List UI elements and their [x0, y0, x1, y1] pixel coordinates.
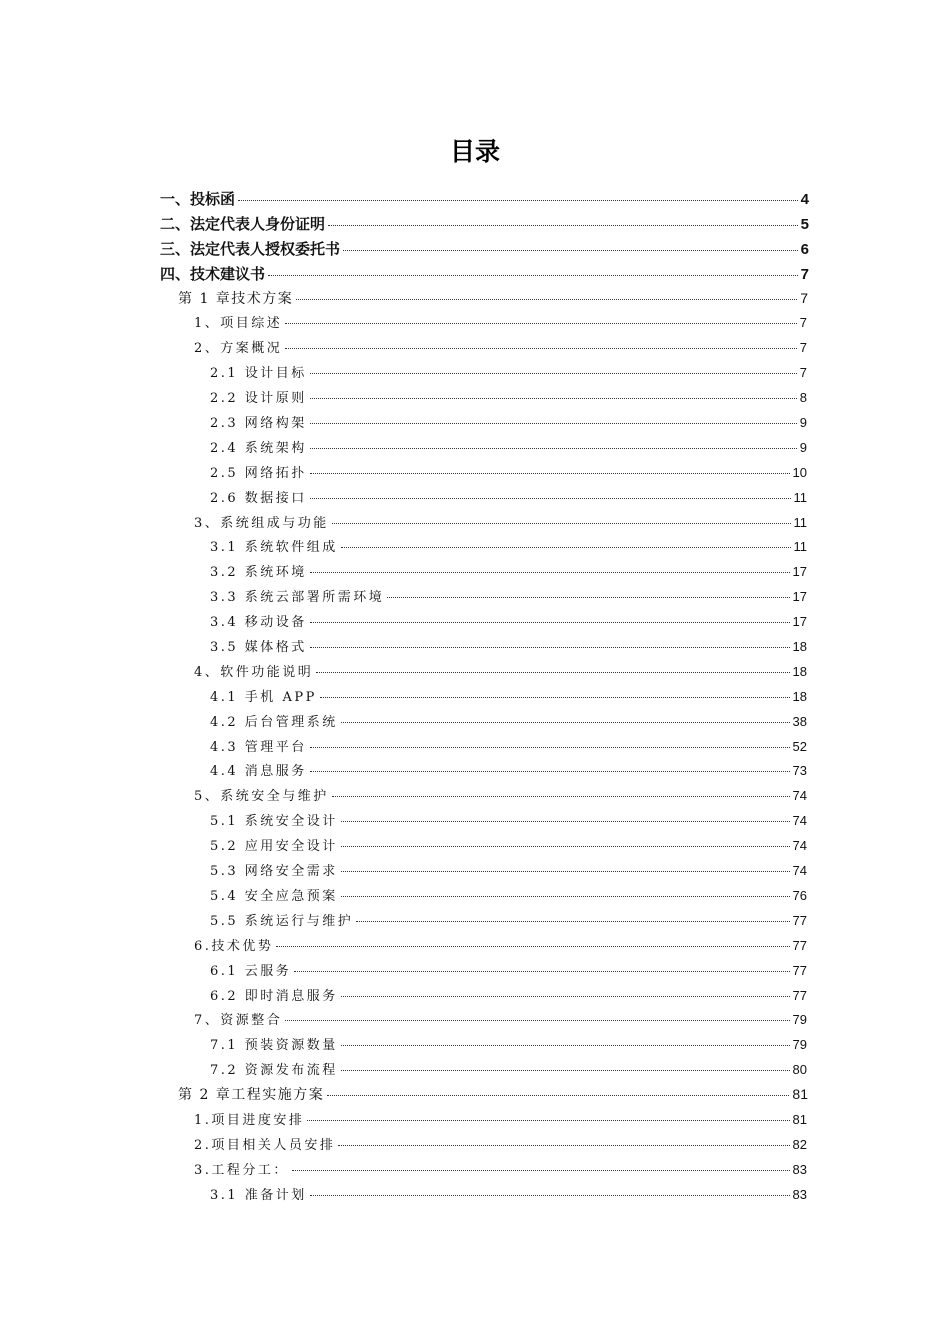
toc-entry[interactable] — [0, 1084, 950, 1109]
dot-leader — [268, 275, 798, 276]
toc-entry-page-number: 83 — [792, 1186, 807, 1202]
toc-entry-page-number: 7 — [800, 265, 809, 283]
toc-entry-label: 4.3 管理平台 — [210, 739, 307, 755]
dot-leader — [310, 423, 797, 424]
toc-entry-label: 3.1 准备计划 — [210, 1187, 307, 1203]
toc-entry[interactable] — [0, 785, 950, 810]
toc-entry-page-number: 17 — [792, 589, 807, 605]
toc-entry-page-number: 38 — [792, 713, 807, 729]
toc-entry-page-number: 83 — [792, 1161, 807, 1177]
toc-entry-label: 3.4 移动设备 — [210, 615, 307, 631]
toc-entry-label: 一、投标函 — [160, 190, 236, 208]
dot-leader — [310, 771, 790, 772]
toc-entry[interactable] — [0, 213, 950, 238]
toc-entry[interactable] — [0, 1059, 950, 1084]
toc-entry[interactable] — [0, 711, 950, 736]
toc-entry[interactable] — [0, 536, 950, 561]
toc-entry-label: 3.1 系统软件组成 — [210, 540, 338, 556]
toc-entry-label: 7.2 资源发布流程 — [210, 1063, 338, 1079]
toc-entry[interactable] — [0, 736, 950, 761]
toc-entry[interactable] — [0, 1159, 950, 1184]
toc-entry-label: 1.项目进度安排 — [194, 1112, 305, 1128]
toc-entry-page-number: 81 — [792, 1111, 807, 1127]
toc-entry[interactable] — [0, 960, 950, 985]
toc-entry-page-number: 76 — [792, 887, 807, 903]
toc-entry-page-number: 77 — [792, 937, 807, 953]
dot-leader — [316, 672, 789, 673]
toc-entry-page-number: 79 — [792, 1012, 807, 1028]
toc-entry-label: 1、项目综述 — [194, 316, 283, 332]
toc-entry-page-number: 81 — [792, 1086, 808, 1103]
dot-leader — [341, 1045, 790, 1046]
toc-entry-label: 四、技术建议书 — [160, 264, 266, 283]
dot-leader — [310, 498, 791, 499]
toc-entry-label: 4.2 后台管理系统 — [210, 714, 338, 730]
toc-entry-label: 5、系统安全与维护 — [194, 789, 329, 805]
dot-leader — [310, 398, 797, 399]
dot-leader — [310, 622, 790, 623]
toc-entry-page-number: 17 — [792, 564, 807, 580]
dot-leader — [341, 821, 790, 822]
toc-entry[interactable] — [0, 561, 950, 586]
toc-entry-page-number: 74 — [792, 788, 807, 804]
toc-entry-page-number: 8 — [799, 390, 807, 406]
dot-leader — [327, 1095, 789, 1096]
toc-entry-label: 3.3 系统云部署所需环境 — [210, 590, 385, 606]
dot-leader — [276, 946, 789, 947]
toc-entry-page-number: 77 — [792, 912, 807, 928]
dot-leader — [341, 722, 790, 723]
dot-leader — [356, 921, 789, 922]
toc-entry-page-number: 73 — [792, 763, 807, 779]
toc-entry[interactable] — [0, 1109, 950, 1134]
toc-entry[interactable] — [0, 412, 950, 437]
toc-entry-label: 5.4 安全应急预案 — [210, 888, 338, 904]
toc-entry[interactable] — [0, 686, 950, 711]
dot-leader — [310, 448, 797, 449]
toc-entry-label: 3.工程分工： — [194, 1162, 289, 1178]
toc-entry-page-number: 77 — [792, 962, 807, 978]
toc-entry-label: 6.1 云服务 — [210, 963, 292, 979]
toc-entry-page-number: 18 — [792, 688, 807, 704]
dot-leader — [294, 971, 789, 972]
toc-entry[interactable] — [0, 362, 950, 387]
toc-entry-label: 6.技术优势 — [194, 938, 274, 954]
toc-entry[interactable] — [0, 810, 950, 835]
toc-entry[interactable] — [0, 885, 950, 910]
toc-entry[interactable] — [0, 288, 950, 313]
toc-entry-page-number: 18 — [792, 663, 807, 679]
toc-entry-page-number: 4 — [800, 191, 809, 208]
dot-leader — [307, 1120, 789, 1121]
dot-leader — [285, 323, 796, 324]
toc-entry[interactable] — [0, 1184, 950, 1209]
toc-entry-label: 4.4 消息服务 — [210, 764, 307, 780]
toc-entry-page-number: 74 — [792, 813, 807, 829]
dot-leader — [341, 846, 790, 847]
dot-leader — [310, 1195, 790, 1196]
dot-leader — [238, 200, 798, 201]
dot-leader — [320, 697, 790, 698]
toc-entry-page-number: 6 — [800, 240, 809, 258]
toc-entry-label: 3、系统组成与功能 — [194, 515, 329, 531]
toc-entry-label: 2.4 系统架构 — [210, 440, 307, 456]
toc-entry-page-number: 7 — [800, 289, 808, 306]
toc-entry-page-number: 80 — [792, 1062, 807, 1078]
toc-entry-label: 5.3 网络安全需求 — [210, 864, 338, 880]
dot-leader — [285, 348, 796, 349]
toc-entry[interactable] — [0, 636, 950, 661]
toc-entry-label: 2.项目相关人员安排 — [194, 1137, 336, 1153]
toc-entry-label: 第 2 章工程实施方案 — [178, 1087, 325, 1104]
toc-entry[interactable] — [0, 512, 950, 537]
toc-entry-page-number: 11 — [793, 539, 807, 555]
toc-entry-page-number: 17 — [792, 614, 807, 630]
toc-title: 目录 — [449, 137, 500, 166]
toc-entry-label: 5.5 系统运行与维护 — [210, 913, 354, 929]
dot-leader — [341, 871, 790, 872]
toc-entry[interactable] — [0, 263, 950, 288]
toc-entry[interactable] — [0, 312, 950, 337]
toc-entry[interactable] — [0, 188, 950, 213]
dot-leader — [328, 225, 798, 226]
toc-entry-page-number: 7 — [799, 365, 807, 381]
toc-entry[interactable] — [0, 611, 950, 636]
toc-entry-label: 7、资源整合 — [194, 1013, 283, 1029]
toc-entry[interactable] — [0, 387, 950, 412]
toc-entry-page-number: 79 — [792, 1037, 807, 1053]
toc-entry-label: 7.1 预装资源数量 — [210, 1038, 338, 1054]
toc-entry[interactable] — [0, 910, 950, 935]
toc-entry-page-number: 52 — [792, 738, 807, 754]
dot-leader — [296, 299, 797, 300]
toc-entry[interactable] — [0, 238, 950, 263]
dot-leader — [285, 1020, 789, 1021]
toc-entry-label: 2.5 网络拓扑 — [210, 465, 307, 481]
toc-entry-label: 5.1 系统安全设计 — [210, 814, 338, 830]
toc-entry[interactable] — [0, 462, 950, 487]
dot-leader — [332, 796, 790, 797]
toc-entry[interactable] — [0, 437, 950, 462]
toc-entry[interactable] — [0, 835, 950, 860]
toc-entry-page-number: 77 — [792, 987, 807, 1003]
table-of-contents — [0, 188, 950, 1209]
toc-entry-page-number: 7 — [799, 340, 807, 356]
toc-entry-label: 二、法定代表人身份证明 — [160, 214, 326, 233]
dot-leader — [310, 747, 790, 748]
toc-entry-label: 2.6 数据接口 — [210, 490, 307, 506]
toc-entry-label: 2.1 设计目标 — [210, 366, 307, 382]
toc-entry-page-number: 9 — [799, 439, 807, 455]
toc-entry-page-number: 74 — [792, 863, 807, 879]
toc-entry[interactable] — [0, 860, 950, 885]
toc-entry-label: 2、方案概况 — [194, 341, 283, 357]
dot-leader — [292, 1170, 790, 1171]
toc-entry-label: 5.2 应用安全设计 — [210, 839, 338, 855]
toc-entry[interactable] — [0, 1009, 950, 1034]
dot-leader — [332, 523, 791, 524]
toc-entry-page-number: 82 — [792, 1136, 807, 1152]
toc-entry[interactable] — [0, 1134, 950, 1159]
toc-entry[interactable] — [0, 985, 950, 1010]
toc-entry-page-number: 74 — [792, 838, 807, 854]
toc-entry-page-number: 5 — [800, 215, 809, 233]
dot-leader — [341, 547, 791, 548]
toc-entry-label: 3.2 系统环境 — [210, 565, 307, 581]
toc-entry-page-number: 11 — [793, 489, 807, 505]
toc-entry[interactable] — [0, 1034, 950, 1059]
toc-entry[interactable] — [0, 661, 950, 686]
dot-leader — [343, 250, 798, 251]
toc-entry-label: 2.2 设计原则 — [210, 391, 307, 407]
toc-entry-label: 第 1 章技术方案 — [178, 290, 294, 307]
toc-entry-label: 6.2 即时消息服务 — [210, 988, 338, 1004]
toc-entry[interactable] — [0, 586, 950, 611]
toc-entry-page-number: 10 — [792, 464, 807, 480]
toc-entry-page-number: 9 — [799, 415, 807, 431]
dot-leader — [310, 572, 790, 573]
dot-leader — [338, 1145, 789, 1146]
toc-entry[interactable] — [0, 487, 950, 512]
dot-leader — [341, 896, 790, 897]
toc-entry-label: 三、法定代表人授权委托书 — [160, 239, 341, 258]
dot-leader — [341, 996, 790, 997]
dot-leader — [387, 597, 789, 598]
dot-leader — [341, 1070, 790, 1071]
dot-leader — [310, 473, 790, 474]
dot-leader — [310, 373, 797, 374]
toc-entry-label: 3.5 媒体格式 — [210, 640, 307, 656]
toc-entry-page-number: 18 — [792, 639, 807, 655]
toc-entry[interactable] — [0, 337, 950, 362]
toc-entry-label: 4、软件功能说明 — [194, 664, 314, 680]
dot-leader — [310, 647, 790, 648]
toc-entry-label: 4.1 手机 APP — [210, 689, 317, 705]
toc-entry[interactable] — [0, 935, 950, 960]
toc-entry-page-number: 7 — [799, 315, 807, 331]
toc-entry-label: 2.3 网络构架 — [210, 416, 307, 432]
toc-entry-page-number: 11 — [793, 514, 807, 530]
toc-entry[interactable] — [0, 760, 950, 785]
